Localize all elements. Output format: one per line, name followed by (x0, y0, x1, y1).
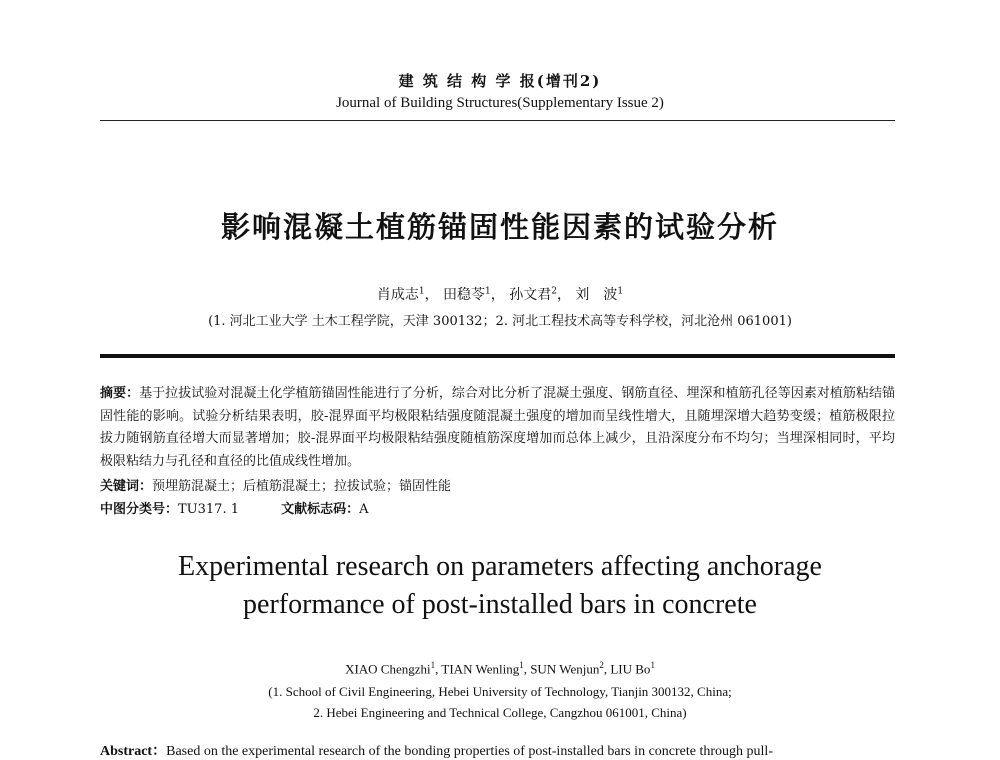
abstract-cn-text: 基于拉拔试验对混凝土化学植筋锚固性能进行了分析，综合对比分析了混凝土强度、钢筋直径、埋深和植筋孔径等因素对植筋粘结锚固性能的影响。试验分析结果表明，胶-混界面平均极限粘结强度随混凝土强度的增加而呈线性增大，且随埋深增大趋势变缓；植筋极限拉拔力随钢筋直径增大而显著增加；胶-混界面平均极限粘结强度随植筋深度增加而总体上减少，且沿深度分布不均匀；当埋深相同时，平均极限粘结力与孔径和直径的比值成线性增加。 (100, 386, 895, 469)
author-affil-mark: 2 (551, 286, 557, 297)
author-affil-mark: 1 (650, 660, 655, 670)
author-affil-mark: 1 (617, 286, 624, 297)
author-cn: 肖成志 (376, 287, 419, 303)
class-number-value: TU317. 1 (178, 502, 239, 517)
author-cn: 孙文君 (509, 287, 552, 303)
author-affil-mark: 1 (418, 286, 425, 297)
article-title-cn: 影响混凝土植筋锚固性能因素的试验分析 (220, 210, 779, 244)
affiliation-en (0, 681, 1000, 723)
affiliation-en-line: 2. Hebei Engineering and Technical College, Cangzhou 061001, China) (313, 705, 687, 720)
keywords-cn (100, 475, 895, 494)
doc-code-value: A (359, 502, 369, 517)
section-divider (100, 354, 895, 358)
journal-issue-cn: (增刊2) (536, 72, 602, 90)
journal-name-cn (0, 70, 1000, 91)
author-list-en: XIAO Chengzhi$^1$, TIAN Wenling$^1$, SUN Wenjun$^2$, LIU Bo$^1$ (345, 660, 655, 677)
affiliation-cn: (1. 河北工业大学 土木工程学院，天津 300132；2. 河北工程技术高等专科学校，河北沧州 061001) (208, 314, 792, 329)
author-affil-mark: 1 (485, 286, 491, 297)
header-rule (100, 120, 895, 121)
journal-name-cn-text: 建 筑 结 构 学 报 (398, 72, 537, 90)
author-en: SUN Wenjun (530, 661, 600, 677)
author-en: TIAN Wenling (441, 661, 520, 677)
doc-code-label: 文献标志码： (281, 502, 360, 517)
abstract-en-separator: ： (152, 744, 167, 759)
keywords-cn-label: 关键词： (100, 479, 153, 494)
article-title-en (0, 548, 1000, 624)
keywords-cn-text: 预埋筋混凝土；后植筋混凝土；拉拔试验；锚固性能 (152, 479, 452, 494)
author-cn: 刘 波 (575, 287, 618, 303)
journal-name-en: Journal of Building Structures(Supplementary Issue 2) (336, 95, 664, 111)
abstract-cn (100, 383, 895, 473)
author-en: XIAO Chengzhi (345, 661, 431, 677)
class-number-label: 中图分类号： (100, 502, 179, 517)
author-affil-mark: 1 (519, 660, 524, 670)
abstract-cn-label: 摘要： (100, 386, 140, 401)
abstract-en-label: Abstract (100, 744, 153, 759)
abstract-en (100, 740, 900, 760)
article-title-en-line: Experimental research on parameters affecting anchorage (178, 551, 822, 582)
classification (100, 498, 895, 517)
author-cn: 田稳苓 (443, 287, 486, 303)
author-en: LIU Bo (610, 661, 651, 677)
author-affil-mark: 2 (599, 660, 604, 670)
author-affil-mark: 1 (430, 660, 436, 670)
author-list-cn: 肖成志$^1$， 田稳苓$^1$， 孙文君$^2$， 刘 波$^1$ (376, 286, 624, 303)
article-title-en-line: performance of post-installed bars in concrete (243, 589, 757, 620)
abstract-en-text: Based on the experimental research of the bonding properties of post-installed bars in concrete through pull- (166, 744, 773, 759)
affiliation-en-line: (1. School of Civil Engineering, Hebei University of Technology, Tianjin 300132, China; (268, 684, 732, 699)
